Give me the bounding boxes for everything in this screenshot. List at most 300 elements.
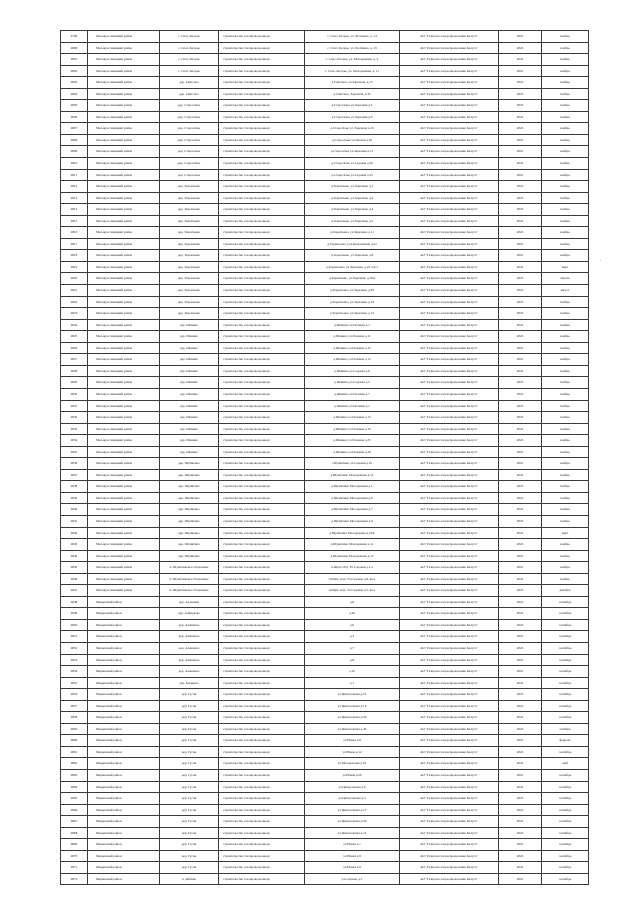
row-number-cell: 4857 <box>61 700 88 712</box>
month-cell: сентябрь <box>542 816 589 828</box>
row-number-cell: 4841 <box>61 515 88 527</box>
address-cell: д.Шанино ул.Полевая д.1 <box>305 319 400 331</box>
address-cell: д.Терентьево, ул.Заречная, д.20 <box>305 285 400 297</box>
row-number-cell: 4811 <box>61 169 88 181</box>
locality-cell: дер. Терентьево <box>160 261 219 273</box>
year-cell: 2022 <box>499 793 542 805</box>
work-type-cell: строительство газопровода-ввода <box>219 515 305 527</box>
locality-cell: дер. Гусаи <box>160 700 219 712</box>
locality-cell: дер. Терентьево <box>160 285 219 297</box>
year-cell: 2022 <box>499 250 542 262</box>
table-row <box>61 712 589 724</box>
locality-cell: дер. Шанино <box>160 388 219 400</box>
table-row <box>61 515 589 527</box>
month-cell: сентябрь <box>542 873 589 885</box>
row-number-cell: 4827 <box>61 354 88 366</box>
organization-cell: АО "Газпром газораспределение Калуга" <box>400 308 499 320</box>
work-type-cell: строительство газопровода-ввода <box>219 77 305 89</box>
district-cell: Малоярославецкий район <box>88 88 160 100</box>
locality-cell: дер. Шанино <box>160 423 219 435</box>
address-cell: ул.Новая д.9 <box>305 862 400 874</box>
table-row <box>61 388 589 400</box>
row-number-cell: 4836 <box>61 458 88 470</box>
address-cell: с. Спас-Загорье, ул. Болтнево, д. 14 <box>305 31 400 43</box>
month-cell: сентябрь <box>542 712 589 724</box>
month-cell: ноябрь <box>542 400 589 412</box>
district-cell: Малоярославецкий район <box>88 250 160 262</box>
year-cell: 2022 <box>499 781 542 793</box>
table-row <box>61 839 589 851</box>
locality-cell: дер. Шумятино <box>160 469 219 481</box>
year-cell: 2022 <box>499 158 542 170</box>
address-cell: д.Шумятино Молодежная д.10А <box>305 527 400 539</box>
organization-cell: АО "Газпром газораспределение Калуга" <box>400 550 499 562</box>
row-number-cell: 4846 <box>61 573 88 585</box>
organization-cell: АО "Газпром газораспределение Калуга" <box>400 481 499 493</box>
organization-cell: АО "Газпром газораспределение Калуга" <box>400 285 499 297</box>
district-cell: Малоярославецкий район <box>88 354 160 366</box>
address-cell: с. Спас-Загорье, ул. Болтнево, д. 19 <box>305 42 400 54</box>
organization-cell: АО "Газпром газораспределение Калуга" <box>400 850 499 862</box>
table-row <box>61 793 589 805</box>
year-cell: 2022 <box>499 400 542 412</box>
organization-cell: АО "Газпром газораспределение Калуга" <box>400 111 499 123</box>
table-row <box>61 111 589 123</box>
month-cell: ноябрь <box>542 111 589 123</box>
work-type-cell: строительство газопровода-ввода <box>219 735 305 747</box>
year-cell: 2022 <box>499 873 542 885</box>
locality-cell: дер. Алешково <box>160 619 219 631</box>
address-cell: ул.Новая д.20 <box>305 770 400 782</box>
district-cell: Малоярославецкий район <box>88 261 160 273</box>
district-cell: Малоярославецкий район <box>88 446 160 458</box>
work-type-cell: строительство газопровода-ввода <box>219 158 305 170</box>
year-cell: 2022 <box>499 296 542 308</box>
row-number-cell: 4805 <box>61 100 88 112</box>
year-cell: 2022 <box>499 377 542 389</box>
locality-cell: дер. Гусаи <box>160 770 219 782</box>
district-cell: Малоярославецкий район <box>88 146 160 158</box>
month-cell: сентябрь <box>542 770 589 782</box>
work-type-cell: строительство газопровода-ввода <box>219 215 305 227</box>
locality-cell: дер. Шумятино <box>160 481 219 493</box>
month-cell: ноябрь <box>542 423 589 435</box>
table-row <box>61 642 589 654</box>
district-cell: Малоярославецкий район <box>88 65 160 77</box>
locality-cell: дер. Гусаи <box>160 758 219 770</box>
table-row <box>61 827 589 839</box>
row-number-cell: 4826 <box>61 342 88 354</box>
year-cell: 2022 <box>499 562 542 574</box>
month-cell: ноябрь <box>542 342 589 354</box>
table-row <box>61 585 589 597</box>
work-type-cell: строительство газопровода-ввода <box>219 862 305 874</box>
work-type-cell: строительство газопровода-ввода <box>219 793 305 805</box>
organization-cell: АО "Газпром газораспределение Калуга" <box>400 377 499 389</box>
district-cell: Малоярославецкий район <box>88 388 160 400</box>
year-cell: 2022 <box>499 666 542 678</box>
locality-cell: дер. Шумятино <box>160 492 219 504</box>
district-cell: Малоярославецкий район <box>88 539 160 551</box>
row-number-cell: 4807 <box>61 123 88 135</box>
year-cell: 2022 <box>499 204 542 216</box>
table-row <box>61 227 589 239</box>
year-cell: 2022 <box>499 481 542 493</box>
organization-cell: АО "Газпром газораспределение Калуга" <box>400 631 499 643</box>
district-cell: Малоярославецкий район <box>88 77 160 89</box>
row-number-cell: 4813 <box>61 192 88 204</box>
locality-cell: дер. Терентьево <box>160 238 219 250</box>
table-row <box>61 308 589 320</box>
table-row <box>61 850 589 862</box>
row-number-cell: 4864 <box>61 781 88 793</box>
row-number-cell: 4801 <box>61 54 88 66</box>
locality-cell: дер. Святское <box>160 88 219 100</box>
work-type-cell: строительство газопровода-ввода <box>219 839 305 851</box>
table-row <box>61 215 589 227</box>
year-cell: 2022 <box>499 365 542 377</box>
row-number-cell: 4838 <box>61 481 88 493</box>
work-type-cell: строительство газопровода-ввода <box>219 631 305 643</box>
locality-cell: дер. Шанино <box>160 331 219 343</box>
row-number-cell: 4871 <box>61 862 88 874</box>
month-cell: ноябрь <box>542 296 589 308</box>
address-cell: д.Терентьево, ул.Центральная, д.2а <box>305 238 400 250</box>
locality-cell: дер. Терентьево <box>160 215 219 227</box>
address-cell: ул.Центральная д.25 <box>305 689 400 701</box>
organization-cell: АО "Газпром газораспределение Калуга" <box>400 573 499 585</box>
year-cell: 2022 <box>499 827 542 839</box>
address-cell: д.Старосёлье ул.Лесная д.16 <box>305 134 400 146</box>
row-number-cell: 4831 <box>61 400 88 412</box>
district-cell: Медынский район <box>88 770 160 782</box>
locality-cell: дер. Шанино <box>160 319 219 331</box>
organization-cell: АО "Газпром газораспределение Калуга" <box>400 746 499 758</box>
table-row <box>61 619 589 631</box>
locality-cell: дер. Алешково <box>160 654 219 666</box>
row-number-cell: 4808 <box>61 134 88 146</box>
address-cell: д.Шанино ул.Полевая д.13 <box>305 354 400 366</box>
locality-cell: дер. Шумятино <box>160 515 219 527</box>
organization-cell: АО "Газпром газораспределение Калуга" <box>400 642 499 654</box>
table-row <box>61 770 589 782</box>
year-cell: 2022 <box>499 458 542 470</box>
month-cell: ноябрь <box>542 458 589 470</box>
organization-cell: АО "Газпром газораспределение Калуга" <box>400 666 499 678</box>
table-row <box>61 423 589 435</box>
organization-cell: АО "Газпром газораспределение Калуга" <box>400 215 499 227</box>
district-cell: Малоярославецкий район <box>88 562 160 574</box>
work-type-cell: строительство газопровода-ввода <box>219 250 305 262</box>
work-type-cell: строительство газопровода-ввода <box>219 619 305 631</box>
locality-cell: с. Спас-Загорье <box>160 54 219 66</box>
row-number-cell: 4842 <box>61 527 88 539</box>
table-row <box>61 504 589 516</box>
address-cell: д.Терентьево, ул.Заречная, д.8 <box>305 250 400 262</box>
district-cell: Медынский район <box>88 839 160 851</box>
month-cell: ноябрь <box>542 134 589 146</box>
year-cell: 2022 <box>499 123 542 135</box>
address-cell: д.Терентьево, ул.Заречная, д.18 <box>305 296 400 308</box>
work-type-cell: строительство газопровода-ввода <box>219 816 305 828</box>
year-cell: 2022 <box>499 723 542 735</box>
address-cell: ул.Новая д.12 <box>305 746 400 758</box>
month-cell: апрель <box>542 273 589 285</box>
address-cell: д.Шанино ул.Садовая д.6 <box>305 365 400 377</box>
address-cell: д.Шанино ул.Полевая д.26 <box>305 446 400 458</box>
month-cell: ноябрь <box>542 88 589 100</box>
month-cell: сентябрь <box>542 619 589 631</box>
row-number-cell: 4799 <box>61 31 88 43</box>
table-row <box>61 492 589 504</box>
organization-cell: АО "Газпром газораспределение Калуга" <box>400 342 499 354</box>
table-row <box>61 181 589 193</box>
table-row <box>61 331 589 343</box>
organization-cell: АО "Газпром газораспределение Калуга" <box>400 804 499 816</box>
district-cell: Малоярославецкий район <box>88 204 160 216</box>
year-cell: 2022 <box>499 608 542 620</box>
locality-cell: дер. Гусаи <box>160 689 219 701</box>
locality-cell: дер. Старосёлье <box>160 111 219 123</box>
table-row <box>61 435 589 447</box>
table-row <box>61 562 589 574</box>
address-cell: д.Шумятино Молодежная д.14 <box>305 469 400 481</box>
month-cell: ноябрь <box>542 354 589 366</box>
district-cell: Малоярославецкий район <box>88 169 160 181</box>
address-cell: д.Шумятино Молодежная д.6 <box>305 492 400 504</box>
district-cell: Медынский район <box>88 619 160 631</box>
year-cell: 2022 <box>499 435 542 447</box>
district-cell: Малоярославецкий район <box>88 111 160 123</box>
locality-cell: п. Шумятинское Отделение <box>160 562 219 574</box>
month-cell: ноябрь <box>542 550 589 562</box>
address-cell: д.1 <box>305 677 400 689</box>
row-number-cell: 4870 <box>61 850 88 862</box>
organization-cell: АО "Газпром газораспределение Калуга" <box>400 770 499 782</box>
month-cell: сентябрь <box>542 608 589 620</box>
row-number-cell: 4835 <box>61 446 88 458</box>
organization-cell: АО "Газпром газораспределение Калуга" <box>400 169 499 181</box>
work-type-cell: строительство газопровода-ввода <box>219 573 305 585</box>
table-row <box>61 400 589 412</box>
organization-cell: АО "Газпром газораспределение Калуга" <box>400 273 499 285</box>
work-type-cell: строительство газопровода-ввода <box>219 111 305 123</box>
address-cell: д.Святское, Заречная, д.30 <box>305 88 400 100</box>
locality-cell: дер. Гусаи <box>160 850 219 862</box>
address-cell: д.Шанино ул.Полевая д.13 <box>305 412 400 424</box>
locality-cell: п. Дибино <box>160 873 219 885</box>
month-cell: ноябрь <box>542 169 589 181</box>
locality-cell: дер. Шанино <box>160 377 219 389</box>
year-cell: 2022 <box>499 573 542 585</box>
work-type-cell: строительство газопровода-ввода <box>219 539 305 551</box>
table-row <box>61 758 589 770</box>
row-number-cell: 4824 <box>61 319 88 331</box>
year-cell: 2022 <box>499 527 542 539</box>
work-type-cell: строительство газопровода-ввода <box>219 492 305 504</box>
locality-cell: дер. Терентьево <box>160 227 219 239</box>
locality-cell: дер. Шумятино <box>160 504 219 516</box>
year-cell: 2022 <box>499 735 542 747</box>
district-cell: Медынский район <box>88 654 160 666</box>
month-cell: сентябрь <box>542 677 589 689</box>
locality-cell: с. Спас-Загорье <box>160 65 219 77</box>
work-type-cell: строительство газопровода-ввода <box>219 550 305 562</box>
organization-cell: АО "Газпром газораспределение Калуга" <box>400 134 499 146</box>
table-row <box>61 261 589 273</box>
month-cell: ноябрь <box>542 412 589 424</box>
month-cell: сентябрь <box>542 666 589 678</box>
row-number-cell: 4849 <box>61 608 88 620</box>
locality-cell: дер. Шумятино <box>160 458 219 470</box>
month-cell: ноябрь <box>542 31 589 43</box>
work-type-cell: строительство газопровода-ввода <box>219 689 305 701</box>
table-row <box>61 573 589 585</box>
year-cell: 2022 <box>499 111 542 123</box>
address-cell: д.Святское, ул.Заречная, д.15 <box>305 77 400 89</box>
year-cell: 2022 <box>499 585 542 597</box>
locality-cell: дер. Шанино <box>160 365 219 377</box>
month-cell: ноябрь <box>542 215 589 227</box>
row-number-cell: 4810 <box>61 158 88 170</box>
month-cell: март <box>542 261 589 273</box>
address-cell: д.Терентьево, ул.Заречная, д.2 <box>305 192 400 204</box>
organization-cell: АО "Газпром газораспределение Калуга" <box>400 400 499 412</box>
table-row <box>61 354 589 366</box>
address-cell: д.Шанино ул.Полевая д.12 <box>305 342 400 354</box>
district-cell: Медынский район <box>88 793 160 805</box>
table-row <box>61 550 589 562</box>
year-cell: 2022 <box>499 504 542 516</box>
locality-cell: с. Спас-Загорье <box>160 31 219 43</box>
locality-cell: п. Шумятинское Отделение <box>160 585 219 597</box>
work-type-cell: строительство газопровода-ввода <box>219 654 305 666</box>
organization-cell: АО "Газпром газораспределение Калуга" <box>400 88 499 100</box>
locality-cell: дер. Гусаи <box>160 827 219 839</box>
district-cell: Медынский район <box>88 642 160 654</box>
row-number-cell: 4845 <box>61 562 88 574</box>
year-cell: 2022 <box>499 619 542 631</box>
row-number-cell: 4829 <box>61 377 88 389</box>
district-cell: Малоярославецкий район <box>88 308 160 320</box>
table-row <box>61 296 589 308</box>
organization-cell: АО "Газпром газораспределение Калуга" <box>400 158 499 170</box>
address-cell: д.Старосёлье ул.Садовая д.35 <box>305 169 400 181</box>
locality-cell: дер. Терентьево <box>160 192 219 204</box>
year-cell: 2022 <box>499 746 542 758</box>
organization-cell: АО "Газпром газораспределение Калуга" <box>400 388 499 400</box>
row-number-cell: 4866 <box>61 804 88 816</box>
organization-cell: АО "Газпром газораспределение Калуга" <box>400 100 499 112</box>
district-cell: Медынский район <box>88 758 160 770</box>
table-row <box>61 192 589 204</box>
locality-cell: дер. Шанино <box>160 354 219 366</box>
work-type-cell: строительство газопровода-ввода <box>219 342 305 354</box>
district-cell: Медынский район <box>88 746 160 758</box>
district-cell: Медынский район <box>88 700 160 712</box>
address-cell: ул.Центральная д.40 <box>305 723 400 735</box>
row-number-cell: 4818 <box>61 250 88 262</box>
address-cell: ул.Центральная д.3 <box>305 793 400 805</box>
year-cell: 2022 <box>499 839 542 851</box>
organization-cell: АО "Газпром газораспределение Калуга" <box>400 469 499 481</box>
work-type-cell: строительство газопровода-ввода <box>219 285 305 297</box>
month-cell: ноябрь <box>542 100 589 112</box>
work-type-cell: строительство газопровода-ввода <box>219 781 305 793</box>
address-cell: ул.Новая д.1 <box>305 839 400 851</box>
locality-cell: дер. Шанино <box>160 412 219 424</box>
address-cell: д.Шумятино Молодежная д.7 <box>305 504 400 516</box>
work-type-cell: строительство газопровода-ввода <box>219 100 305 112</box>
row-number-cell: 4819 <box>61 261 88 273</box>
row-number-cell: 4862 <box>61 758 88 770</box>
month-cell: сентябрь <box>542 862 589 874</box>
year-cell: 2022 <box>499 169 542 181</box>
table-row <box>61 238 589 250</box>
work-type-cell: строительство газопровода-ввода <box>219 261 305 273</box>
district-cell: Медынский район <box>88 608 160 620</box>
address-cell: ул.Центральная д.6 <box>305 781 400 793</box>
address-cell: д.Шумятино Молодежная д.13 <box>305 550 400 562</box>
organization-cell: АО "Газпром газораспределение Калуга" <box>400 596 499 608</box>
address-cell: п.Шум. Отд. Ул.Садовая д.8, кв.2 <box>305 573 400 585</box>
organization-cell: АО "Газпром газораспределение Калуга" <box>400 689 499 701</box>
organization-cell: АО "Газпром газораспределение Калуга" <box>400 227 499 239</box>
row-number-cell: 4867 <box>61 816 88 828</box>
table-row <box>61 319 589 331</box>
month-cell: сентябрь <box>542 654 589 666</box>
district-cell: Малоярославецкий район <box>88 181 160 193</box>
row-number-cell: 4817 <box>61 238 88 250</box>
work-type-cell: строительство газопровода-ввода <box>219 204 305 216</box>
address-cell: с. Спас-Загорье, ул. Молодежная, д. 11 <box>305 65 400 77</box>
year-cell: 2022 <box>499 331 542 343</box>
district-cell: Малоярославецкий район <box>88 192 160 204</box>
address-cell: ул.Центральная д.30 <box>305 816 400 828</box>
table-row <box>61 735 589 747</box>
organization-cell: АО "Газпром газораспределение Калуга" <box>400 296 499 308</box>
work-type-cell: строительство газопровода-ввода <box>219 365 305 377</box>
district-cell: Малоярославецкий район <box>88 412 160 424</box>
organization-cell: АО "Газпром газораспределение Калуга" <box>400 527 499 539</box>
year-cell: 2022 <box>499 42 542 54</box>
address-cell: д.Шумятино Молодежная д.11 <box>305 539 400 551</box>
address-cell: д.Терентьево, ул.Заречная, д.11 <box>305 227 400 239</box>
district-cell: Малоярославецкий район <box>88 504 160 516</box>
table-row <box>61 146 589 158</box>
year-cell: 2022 <box>499 31 542 43</box>
row-number-cell: 4847 <box>61 585 88 597</box>
district-cell: Малоярославецкий район <box>88 238 160 250</box>
district-cell: Малоярославецкий район <box>88 365 160 377</box>
month-cell: ноябрь <box>542 42 589 54</box>
year-cell: 2022 <box>499 308 542 320</box>
district-cell: Малоярославецкий район <box>88 515 160 527</box>
row-number-cell: 4825 <box>61 331 88 343</box>
address-cell: ул.Центральная д.16 <box>305 700 400 712</box>
table-row <box>61 134 589 146</box>
district-cell: Медынский район <box>88 850 160 862</box>
year-cell: 2022 <box>499 446 542 458</box>
address-cell: д.Терентьево, ул.Заречная, д.16А <box>305 273 400 285</box>
table-row <box>61 781 589 793</box>
table-row <box>61 527 589 539</box>
locality-cell: дер. Алешково <box>160 631 219 643</box>
row-number-cell: 4802 <box>61 65 88 77</box>
locality-cell: дер. Гусаи <box>160 723 219 735</box>
address-cell: д.Шумятино Молодежная д.1 <box>305 481 400 493</box>
work-type-cell: строительство газопровода-ввода <box>219 54 305 66</box>
